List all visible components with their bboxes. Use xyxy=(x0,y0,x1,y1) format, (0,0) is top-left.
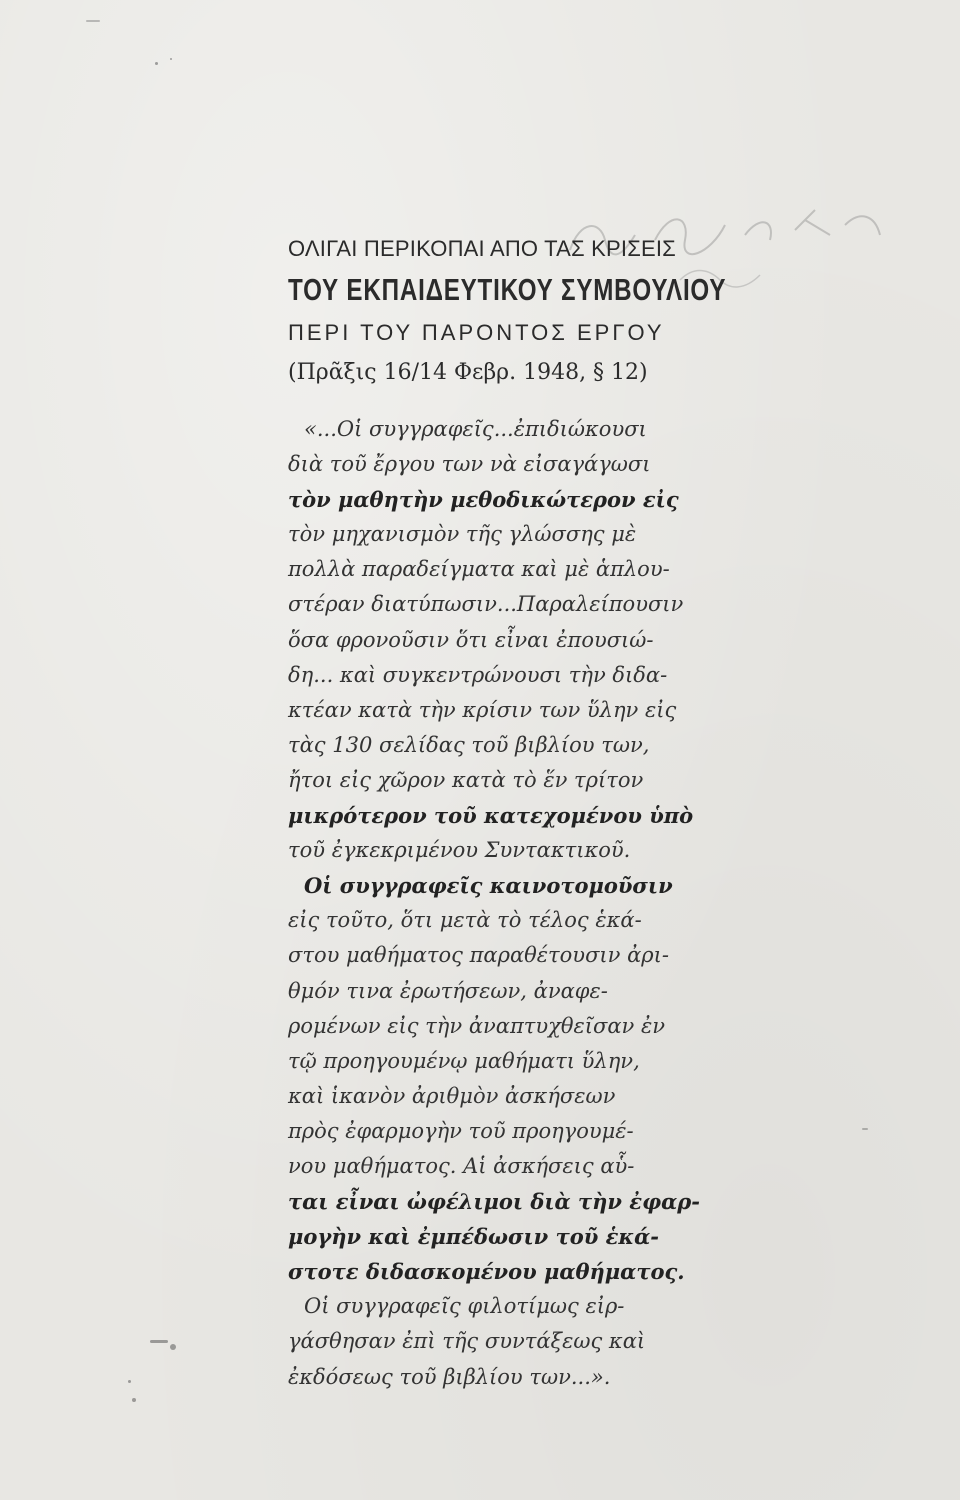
text-line: ρομένων εἰς τὴν ἀναπτυχθεῖσαν ἐν xyxy=(288,1013,665,1038)
text-line: στοτε διδασκομένου μαθήματος. xyxy=(288,1259,685,1285)
scan-speck xyxy=(150,1340,168,1343)
text-line: εἰς τοῦτο, ὅτι μετὰ τὸ τέλος ἑκά- xyxy=(288,908,642,933)
text-line: τῷ προηγουμένῳ μαθήματι ὕλην, xyxy=(288,1048,640,1073)
text-line: τὸν μαθητὴν μεθοδικώτερον εἰς xyxy=(288,487,679,513)
text-line: νου μαθήματος. Αἱ ἀσκήσεις αὗ- xyxy=(288,1153,635,1178)
scan-speck xyxy=(86,20,100,22)
scan-speck xyxy=(170,58,172,60)
text-line: πολλὰ παραδείγματα καὶ μὲ ἁπλου- xyxy=(288,557,670,582)
text-line: καὶ ἱκανὸν ἀριθμὸν ἀσκήσεων xyxy=(288,1083,616,1108)
text-line: δη... καὶ συγκεντρώνουσι τὴν διδα- xyxy=(288,662,668,687)
text-line: τοῦ ἐγκεκριμένου Συντακτικοῦ. xyxy=(288,838,631,863)
scan-speck xyxy=(155,62,158,65)
text-line: στου μαθήματος παραθέτουσιν ἀρι- xyxy=(288,943,669,968)
text-line: μογὴν καὶ ἐμπέδωσιν τοῦ ἑκά- xyxy=(288,1224,659,1250)
text-line: κτέαν κατὰ τὴν κρίσιν των ὕλην εἰς xyxy=(288,697,677,722)
text-line: τὸν μηχανισμὸν τῆς γλώσσης μὲ xyxy=(288,522,637,547)
scan-speck xyxy=(170,1344,176,1350)
text-line: στέραν διατύπωσιν...Παραλείπουσιν xyxy=(288,592,684,617)
text-line: θμόν τινα ἐρωτήσεων, ἀναφε- xyxy=(288,978,608,1003)
scan-speck xyxy=(862,1128,868,1130)
text-line: γάσθησαν ἐπὶ τῆς συντάξεως καὶ xyxy=(288,1329,646,1354)
text-line: ὅσα φρονοῦσιν ὅτι εἶναι ἐπουσιώ- xyxy=(288,627,654,652)
heading-line-3: ΠΕΡΙ ΤΟΥ ΠΑΡΟΝΤΟΣ ΕΡΓΟΥ xyxy=(288,320,665,345)
text-line: Οἱ συγγραφεῖς καινοτομοῦσιν xyxy=(304,873,673,899)
heading-citation: (Πρᾶξις 16/14 Φεβρ. 1948, § 12) xyxy=(288,360,648,385)
text-line: ται εἶναι ὠφέλιμοι διὰ τὴν ἐφαρ- xyxy=(288,1189,700,1215)
text-line: τὰς 130 σελίδας τοῦ βιβλίου των, xyxy=(288,732,650,757)
quotation-body xyxy=(288,412,708,1395)
scan-speck xyxy=(132,1398,136,1402)
text-line: μικρότερον τοῦ κατεχομένου ὑπὸ xyxy=(288,803,694,829)
text-line: «...Οἱ συγγραφεῖς...ἐπιδιώκουσι xyxy=(304,417,647,441)
scan-speck xyxy=(128,1380,131,1383)
text-line: ἐκδόσεως τοῦ βιβλίου των...». xyxy=(288,1364,611,1389)
text-line: Οἱ συγγραφεῖς φιλοτίμως εἰρ- xyxy=(304,1294,625,1319)
heading-line-2: ΤΟΥ ΕΚΠΑΙΔΕΥΤΙΚΟΥ ΣΥΜΒΟΥΛΙΟΥ xyxy=(288,272,727,307)
text-line: διὰ τοῦ ἔργου των νὰ εἰσαγάγωσι xyxy=(288,452,651,477)
text-line: ἤτοι εἰς χῶρον κατὰ τὸ ἕν τρίτον xyxy=(288,767,644,792)
text-line: πρὸς ἐφαρμογὴν τοῦ προηγουμέ- xyxy=(288,1118,634,1143)
heading-line-1: ΟΛΙΓΑΙ ΠΕΡΙΚΟΠΑΙ ΑΠΟ ΤΑΣ ΚΡΙΣΕΙΣ xyxy=(288,236,676,261)
